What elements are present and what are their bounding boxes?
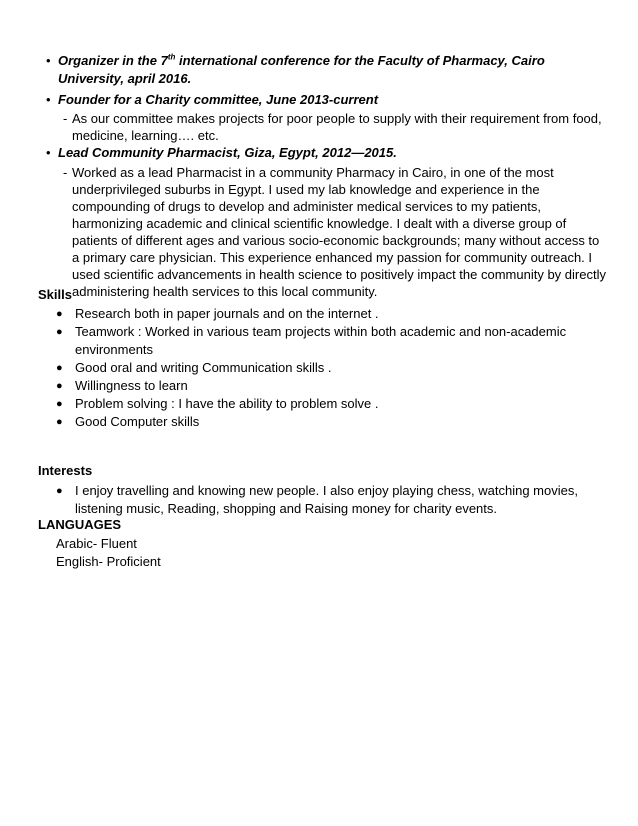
bullet: ● [56,398,63,410]
experience-detail: - As our committee makes projects for poor people to supply with their requirement from food, medicine, learning…. etc. [63,111,602,143]
experience-detail: - Worked as a lead Pharmacist in a community Pharmacy in Cairo, in one of the most underprivileged suburbs in Egypt. I used my lab knowledge and experience in the compounding of drugs to develop and administer medical services to my patients, harmonizing academic and clinical scientific knowledge. I dealt with a diverse group of patients of different ages and various socio-economic backgrounds; many without access to a primary care physician. This experience enhanced my passion for community outreach. I used scientific advancements in health science to positively impact the community by directly administering health services to this local community. [63,165,606,299]
list-item: ● Willingness to learn [56,378,188,393]
experience-item-founder [46,91,606,109]
dash-marker: - [63,111,68,126]
bullet: ● [56,485,63,497]
bullet: • [46,92,51,107]
interests-heading: Interests [38,463,93,478]
experience-item-pharmacist [46,144,606,162]
experience-item-organizer [46,52,606,88]
list-item: ● Teamwork : Worked in various team projects within both academic and non-academic environments [56,324,567,357]
skills-heading: Skills [38,287,72,302]
bullet: ● [56,326,63,338]
skills-list [56,305,596,431]
bullet: ● [56,416,63,428]
language-item: Arabic- Fluent [56,536,137,551]
list-item: ● I enjoy travelling and knowing new people. I also enjoy playing chess, watching movies, listening music, Reading, shopping and Raising money for charity events. [56,483,578,516]
interests-list [56,482,596,518]
experience-title: Organizer in the 7th international conference for the Faculty of Pharmacy, Cairo University, april 2016. [58,52,545,86]
list-item: ● Good Computer skills [56,414,200,429]
bullet: ● [56,308,63,320]
languages-heading: LANGUAGES [38,517,122,532]
bullet: ● [56,362,63,374]
list-item: ● Problem solving : I have the ability to problem solve . [56,396,379,411]
dash-marker: - [63,165,68,180]
bullet: • [46,53,51,68]
list-item: ● Good oral and writing Communication skills . [56,360,332,375]
list-item: ● Research both in paper journals and on the internet . [56,306,379,321]
bullet: • [46,145,51,160]
language-item: English- Proficient [56,554,161,569]
experience-list [46,52,606,300]
experience-title: Founder for a Charity committee, June 2013-current [58,92,379,107]
experience-title: Lead Community Pharmacist, Giza, Egypt, 2012—2015. [58,145,397,160]
bullet: ● [56,380,63,392]
